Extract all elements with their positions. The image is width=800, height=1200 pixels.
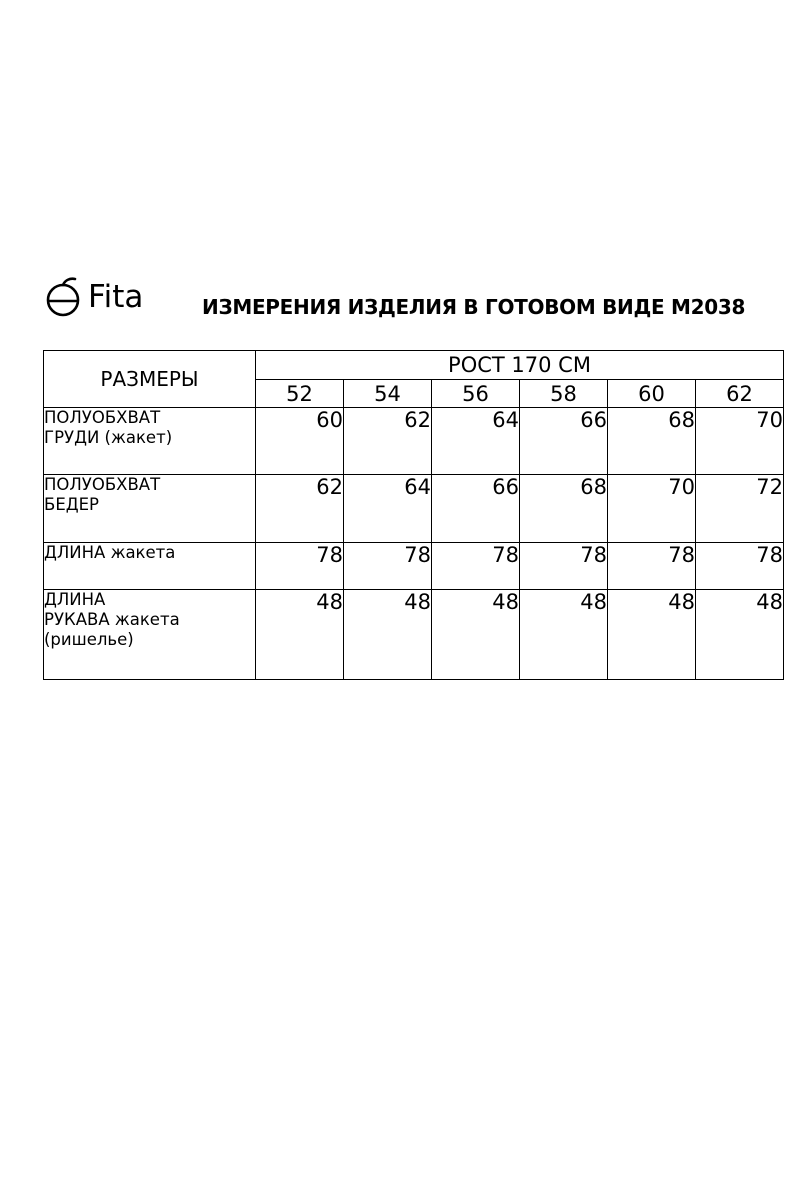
table-cell: 68 — [520, 475, 608, 543]
table-row — [44, 543, 784, 590]
table-cell: 66 — [520, 408, 608, 475]
size-header: 52 — [256, 380, 344, 408]
row-label: ПОЛУОБХВАТ ГРУДИ (жакет) — [44, 408, 256, 475]
table-row — [44, 475, 784, 543]
row-label: ДЛИНА жакета — [44, 543, 256, 590]
table-cell: 66 — [432, 475, 520, 543]
table-cell: 48 — [432, 590, 520, 680]
table-cell: 68 — [608, 408, 696, 475]
table-row — [44, 590, 784, 680]
table-cell: 78 — [608, 543, 696, 590]
table-cell: 78 — [256, 543, 344, 590]
table-cell: 72 — [696, 475, 784, 543]
table-cell: 70 — [696, 408, 784, 475]
table-cell: 64 — [344, 475, 432, 543]
size-header: 54 — [344, 380, 432, 408]
brand-logo — [44, 274, 143, 318]
measurements-table — [43, 350, 784, 680]
table-cell: 62 — [344, 408, 432, 475]
table-cell: 64 — [432, 408, 520, 475]
height-header: РОСТ 170 СМ — [256, 351, 784, 380]
table-cell: 48 — [256, 590, 344, 680]
row-label: ДЛИНА РУКАВА жакета (ришелье) — [44, 590, 256, 680]
size-header: 58 — [520, 380, 608, 408]
theta-circle-icon — [44, 274, 82, 318]
size-header: 56 — [432, 380, 520, 408]
row-label: ПОЛУОБХВАТ БЕДЕР — [44, 475, 256, 543]
size-header: 60 — [608, 380, 696, 408]
table-row — [44, 408, 784, 475]
table-cell: 48 — [696, 590, 784, 680]
table-cell: 78 — [520, 543, 608, 590]
page-title: ИЗМЕРЕНИЯ ИЗДЕЛИЯ В ГОТОВОМ ВИДЕ М2038 — [202, 295, 746, 319]
table-cell: 48 — [608, 590, 696, 680]
table-cell: 62 — [256, 475, 344, 543]
table-cell: 48 — [344, 590, 432, 680]
table-cell: 78 — [696, 543, 784, 590]
table-cell: 60 — [256, 408, 344, 475]
table-cell: 70 — [608, 475, 696, 543]
table-header-row — [44, 351, 784, 380]
table-cell: 78 — [432, 543, 520, 590]
size-header: 62 — [696, 380, 784, 408]
table-cell: 78 — [344, 543, 432, 590]
sizes-header: РАЗМЕРЫ — [44, 351, 256, 408]
table-cell: 48 — [520, 590, 608, 680]
brand-name: Fita — [88, 278, 144, 315]
